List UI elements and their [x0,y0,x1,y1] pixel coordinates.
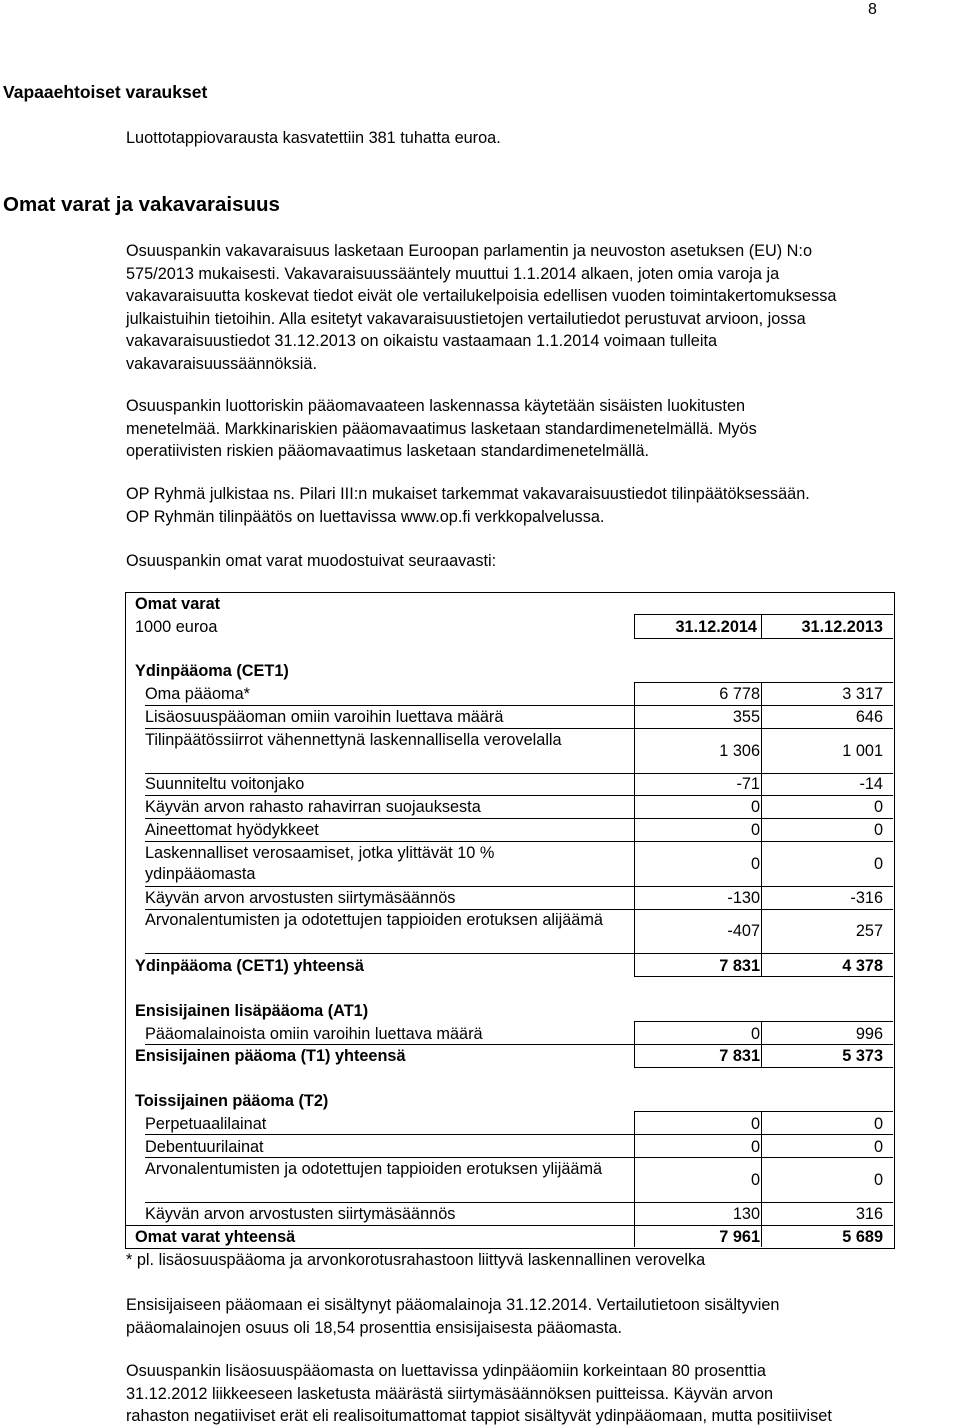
table-row-value-2014: 0 [750,1171,760,1189]
column-header-2014: 31.12.2014 [675,618,757,636]
table-row-label: Suunniteltu voitonjako [145,775,305,793]
table-row-value-2014: 0 [750,1138,760,1156]
paragraph-line: vakavaraisuutta koskevat tiedot eivät ole vertailukelpoisia edellisen vuoden toimintakertomuksessa [126,287,837,306]
row-rule [145,953,893,954]
own-funds-total-label: Omat varat yhteensä [135,1228,296,1246]
own-funds-paragraph-1 [126,240,836,376]
row-rule [145,841,893,842]
own-funds-paragraph-3 [126,483,810,528]
t2-box-top-rule [634,1111,893,1112]
tier1-note-paragraph [126,1294,779,1339]
header-top-rule [634,614,893,615]
table-row-value-2013: 1 001 [842,742,883,760]
table-unit: 1000 euroa [135,618,218,636]
table-row-label: Aineettomat hyödykkeet [145,821,319,839]
section-heading-own-funds: Omat varat ja vakavaraisuus [3,193,280,216]
t1-total-2014: 7 831 [719,1047,760,1065]
paragraph-line: vakavaraisuussäännöksiä. [126,354,317,373]
at1-heading: Ensisijainen lisäpääoma (AT1) [135,1002,369,1020]
table-row-value-2013: 646 [855,708,883,726]
table-row-value-2014: -71 [736,775,760,793]
table-row-label: Perpetuaalilainat [145,1115,267,1133]
table-row-value-2013: -14 [859,775,883,793]
table-row-label: Laskennalliset verosaamiset, jotka ylittävät 10 % ydinpääomasta [145,844,495,883]
table-title: Omat varat [135,595,221,613]
t2-box-mid-rule [761,1111,762,1247]
paragraph-line: rahaston negatiiviset erät eli realisoitumattomat tappiot sisältyvät ydinpääomaan, mutta positiiviset [126,1407,832,1426]
table-row-value-2014: 1 306 [719,742,760,760]
paragraph-line: Osuuspankin vakavaraisuus lasketaan Euroopan parlamentin ja neuvoston asetuksen (EU) N:o [126,242,813,260]
t2-box-left-rule [634,1111,635,1247]
row-rule [145,1157,893,1158]
header-bottom-rule [634,638,893,639]
voluntary-provisions-text: Luottotappiovarausta kasvatettiin 381 tuhatta euroa. [126,129,501,147]
own-funds-paragraph-4: Osuuspankin omat varat muodostuivat seuraavasti: [126,552,497,570]
t2-heading: Toissijainen pääoma (T2) [135,1092,329,1110]
cet1-box-left-rule [634,682,635,976]
row-rule [145,1134,893,1135]
section-heading-voluntary-provisions: Vapaaehtoiset varaukset [3,82,208,102]
t1-total-label: Ensisijainen pääoma (T1) yhteensä [135,1047,406,1065]
table-row-value-2013: 0 [873,855,883,873]
cet1-total-2014: 7 831 [719,957,760,975]
table-row-value-2014: 6 778 [719,685,760,703]
page-number: 8 [868,1,877,18]
table-row-label: Arvonalentumisten ja odotettujen tappioiden erotuksen ylijäämä [145,1160,603,1178]
table-row-value-2013: 0 [873,1115,883,1133]
table-row-value-2014: 0 [750,855,760,873]
table-row-value-2013: 0 [873,798,883,816]
table-row-value-2014: 0 [750,1025,760,1043]
paragraph-line: OP Ryhmän tilinpäätös on luettavissa www.op.fi verkkopalvelussa. [126,507,605,526]
cet1-box-mid-rule [761,682,762,976]
table-row-value-2013: 0 [873,1138,883,1156]
paragraph-line: OP Ryhmä julkistaa ns. Pilari III:n mukaiset tarkemmat vakavaraisuustiedot tilinpäätöksessään. [126,485,810,503]
row-rule [145,728,893,729]
paragraph-line: Osuuspankin luottoriskin pääomavaateen laskennassa käytetään sisäisten luokitusten [126,397,746,415]
table-row-value-2014: 355 [732,708,760,726]
table-row-value-2013: 996 [855,1025,883,1043]
table-row-value-2014: -407 [727,922,760,940]
paragraph-line: menetelmää. Markkinariskien pääomavaatimus lasketaan standardimenetelmällä. Myös [126,419,757,438]
table-row-value-2013: 3 317 [842,685,883,703]
table-row-value-2013: -316 [850,889,883,907]
table-row-value-2013: 257 [855,922,883,940]
paragraph-line: 31.12.2012 liikkeeseen lasketusta määrästä siirtymäsäännöksen puitteissa. Käyvän arvon [126,1384,774,1403]
paragraph-line: Osuuspankin lisäosuuspääomasta on luettavissa ydinpääomiin korkeintaan 80 prosenttia [126,1362,766,1380]
table-row-value-2014: 0 [750,798,760,816]
own-funds-paragraph-2 [126,395,757,463]
table-row-value-2013: 316 [855,1205,883,1223]
table-row-label: Tilinpäätössiirrot vähennettynä laskennallisella verovelalla [145,731,562,749]
table-row-value-2014: -130 [727,889,760,907]
table-row-value-2014: 130 [732,1205,760,1223]
paragraph-line: pääomalainojen osuus oli 18,54 prosenttia ensisijaisesta pääomasta. [126,1318,622,1337]
table-row-label: Oma pääoma* [145,685,250,703]
table-footnote: * pl. lisäosuuspääoma ja arvonkorotusrahastoon liittyvä laskennallinen verovelka [126,1251,706,1269]
cet1-heading: Ydinpääoma (CET1) [135,662,289,680]
paragraph-line: 575/2013 mukaisesti. Vakavaraisuussääntely muuttui 1.1.2014 alkaen, joten omia varoja ja [126,264,780,283]
table-row-label: Käyvän arvon arvostusten siirtymäsäännös [145,1205,456,1223]
at1-box-bottom-rule [634,1067,893,1068]
paragraph-line: julkaistuihin tietoihin. Alla esitetyt vakavaraisuustietojen vertailutiedot perustuvat arvioon, jossa [126,309,806,328]
cet1-total-label: Ydinpääoma (CET1) yhteensä [135,957,364,975]
at1-box-top-rule [634,1021,893,1022]
table-row-value-2014: 0 [750,1115,760,1133]
column-header-2013: 31.12.2013 [801,618,883,636]
header-left-rule [634,614,635,639]
table-row-label: Debentuurilainat [145,1138,264,1156]
table-row-value-2014: 0 [750,821,760,839]
table-row-label: Käyvän arvon arvostusten siirtymäsäännös [145,889,456,907]
table-row-value-2013: 0 [873,1171,883,1189]
cet1-total-2013: 4 378 [842,957,883,975]
table-row-label: Pääomalainoista omiin varoihin luettava määrä [145,1025,483,1043]
own-funds-total-2014: 7 961 [719,1228,760,1246]
header-mid-rule [761,614,762,639]
own-funds-total-2013: 5 689 [842,1228,883,1246]
table-row-label: Arvonalentumisten ja odotettujen tappioiden erotuksen alijäämä [145,911,603,929]
additional-capital-paragraph [126,1360,832,1428]
table-row-label: Lisäosuuspääoman omiin varoihin luettava määrä [145,708,504,726]
table-row-value-2013: 0 [873,821,883,839]
paragraph-line: vakavaraisuustiedot 31.12.2013 on oikaistu vastaamaan 1.1.2014 voimaan tulleita [126,332,718,351]
t1-total-2013: 5 373 [842,1047,883,1065]
table-row-label: Käyvän arvon rahasto rahavirran suojauksesta [145,798,481,816]
paragraph-line: operatiivisten riskien pääomavaatimus lasketaan standardimenetelmällä. [126,442,650,461]
paragraph-line: Ensisijaiseen pääomaan ei sisältynyt pääomalainoja 31.12.2014. Vertailutietoon sisältyvien [126,1296,780,1314]
